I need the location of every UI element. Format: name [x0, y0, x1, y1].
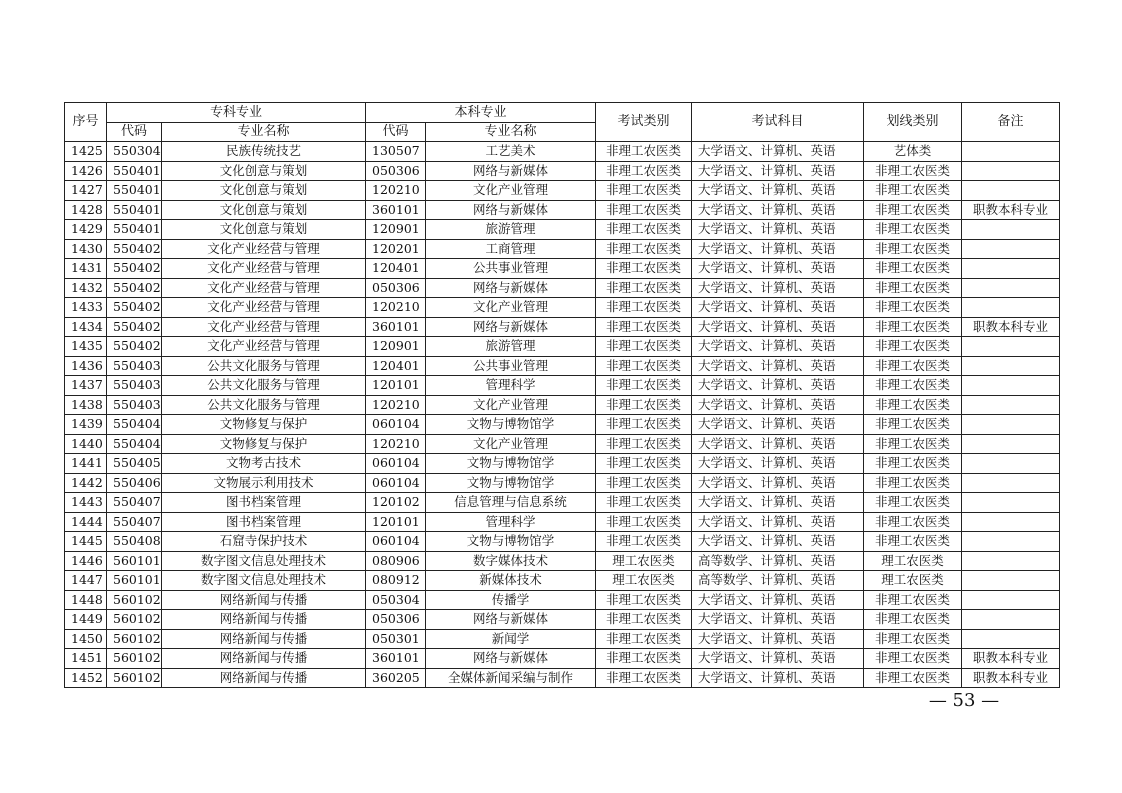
- cell-seq: 1430: [65, 239, 107, 259]
- cell-benke-name: 工艺美术: [426, 142, 596, 162]
- cell-remark: 职教本科专业: [962, 317, 1060, 337]
- cell-benke-code: 080912: [366, 571, 426, 591]
- cell-exam-type: 非理工农医类: [596, 473, 692, 493]
- cell-exam-type: 非理工农医类: [596, 629, 692, 649]
- header-zhuanke-name: 专业名称: [162, 123, 366, 142]
- cell-benke-name: 旅游管理: [426, 337, 596, 357]
- cell-seq: 1450: [65, 629, 107, 649]
- cell-benke-code: 120201: [366, 239, 426, 259]
- cell-remark: [962, 493, 1060, 513]
- cell-exam-subjects: 大学语文、计算机、英语: [692, 629, 864, 649]
- cell-zhuanke-name: 数字图文信息处理技术: [162, 571, 366, 591]
- cell-seq: 1426: [65, 161, 107, 181]
- cell-seq: 1438: [65, 395, 107, 415]
- cell-zhuanke-name: 文化创意与策划: [162, 161, 366, 181]
- cell-exam-type: 非理工农医类: [596, 649, 692, 669]
- cell-benke-name: 网络与新媒体: [426, 200, 596, 220]
- cell-line-type: 理工农医类: [864, 571, 962, 591]
- cell-exam-subjects: 大学语文、计算机、英语: [692, 454, 864, 474]
- cell-exam-type: 非理工农医类: [596, 434, 692, 454]
- cell-seq: 1444: [65, 512, 107, 532]
- table-row: [65, 356, 1060, 376]
- cell-zhuanke-name: 图书档案管理: [162, 493, 366, 513]
- cell-exam-subjects: 大学语文、计算机、英语: [692, 649, 864, 669]
- cell-exam-subjects: 大学语文、计算机、英语: [692, 395, 864, 415]
- table-row: [65, 551, 1060, 571]
- cell-zhuanke-name: 网络新闻与传播: [162, 590, 366, 610]
- table-row: [65, 317, 1060, 337]
- cell-zhuanke-name: 文物修复与保护: [162, 415, 366, 435]
- cell-benke-name: 网络与新媒体: [426, 610, 596, 630]
- cell-zhuanke-name: 文物展示利用技术: [162, 473, 366, 493]
- cell-line-type: 非理工农医类: [864, 668, 962, 688]
- cell-zhuanke-name: 网络新闻与传播: [162, 649, 366, 669]
- cell-seq: 1431: [65, 259, 107, 279]
- cell-line-type: 非理工农医类: [864, 278, 962, 298]
- cell-remark: [962, 337, 1060, 357]
- cell-seq: 1439: [65, 415, 107, 435]
- cell-zhuanke-code: 550401: [107, 161, 162, 181]
- cell-remark: [962, 142, 1060, 162]
- major-mapping-table: [64, 102, 1060, 688]
- cell-line-type: 非理工农医类: [864, 356, 962, 376]
- cell-remark: 职教本科专业: [962, 649, 1060, 669]
- cell-zhuanke-name: 网络新闻与传播: [162, 629, 366, 649]
- cell-zhuanke-name: 公共文化服务与管理: [162, 356, 366, 376]
- cell-benke-code: 120102: [366, 493, 426, 513]
- cell-remark: [962, 181, 1060, 201]
- cell-exam-subjects: 大学语文、计算机、英语: [692, 473, 864, 493]
- cell-remark: [962, 551, 1060, 571]
- cell-seq: 1445: [65, 532, 107, 552]
- cell-zhuanke-code: 560102: [107, 629, 162, 649]
- header-line-type: 划线类别: [864, 103, 962, 142]
- cell-remark: [962, 610, 1060, 630]
- cell-benke-code: 050306: [366, 610, 426, 630]
- cell-exam-subjects: 大学语文、计算机、英语: [692, 493, 864, 513]
- cell-benke-code: 360101: [366, 200, 426, 220]
- cell-exam-type: 非理工农医类: [596, 337, 692, 357]
- cell-line-type: 非理工农医类: [864, 181, 962, 201]
- cell-remark: 职教本科专业: [962, 200, 1060, 220]
- table-row: [65, 629, 1060, 649]
- cell-exam-type: 非理工农医类: [596, 220, 692, 240]
- cell-remark: [962, 473, 1060, 493]
- cell-seq: 1443: [65, 493, 107, 513]
- cell-exam-type: 非理工农医类: [596, 298, 692, 318]
- cell-exam-type: 非理工农医类: [596, 356, 692, 376]
- cell-exam-type: 非理工农医类: [596, 181, 692, 201]
- cell-zhuanke-code: 550404: [107, 434, 162, 454]
- cell-zhuanke-name: 文化创意与策划: [162, 181, 366, 201]
- cell-benke-code: 060104: [366, 415, 426, 435]
- cell-line-type: 非理工农医类: [864, 239, 962, 259]
- cell-seq: 1446: [65, 551, 107, 571]
- cell-exam-type: 非理工农医类: [596, 610, 692, 630]
- header-exam-subjects: 考试科目: [692, 103, 864, 142]
- cell-benke-code: 060104: [366, 454, 426, 474]
- cell-benke-code: 130507: [366, 142, 426, 162]
- cell-zhuanke-code: 550405: [107, 454, 162, 474]
- cell-exam-subjects: 大学语文、计算机、英语: [692, 610, 864, 630]
- cell-zhuanke-code: 550406: [107, 473, 162, 493]
- cell-benke-name: 新闻学: [426, 629, 596, 649]
- cell-remark: [962, 298, 1060, 318]
- cell-benke-code: 360101: [366, 317, 426, 337]
- cell-benke-code: 120901: [366, 337, 426, 357]
- cell-benke-code: 120210: [366, 298, 426, 318]
- cell-zhuanke-name: 民族传统技艺: [162, 142, 366, 162]
- cell-exam-type: 非理工农医类: [596, 239, 692, 259]
- cell-seq: 1434: [65, 317, 107, 337]
- cell-line-type: 非理工农医类: [864, 610, 962, 630]
- cell-exam-subjects: 大学语文、计算机、英语: [692, 181, 864, 201]
- cell-benke-name: 文物与博物馆学: [426, 454, 596, 474]
- cell-seq: 1427: [65, 181, 107, 201]
- cell-benke-name: 新媒体技术: [426, 571, 596, 591]
- cell-remark: [962, 434, 1060, 454]
- cell-seq: 1432: [65, 278, 107, 298]
- header-zhuanke: 专科专业: [107, 103, 366, 123]
- page-number: — 53 —: [928, 690, 1000, 711]
- cell-benke-code: 360101: [366, 649, 426, 669]
- cell-zhuanke-name: 文化产业经营与管理: [162, 337, 366, 357]
- cell-benke-name: 传播学: [426, 590, 596, 610]
- cell-line-type: 非理工农医类: [864, 512, 962, 532]
- cell-zhuanke-name: 文化产业经营与管理: [162, 317, 366, 337]
- cell-seq: 1429: [65, 220, 107, 240]
- cell-line-type: 非理工农医类: [864, 454, 962, 474]
- cell-zhuanke-code: 550402: [107, 298, 162, 318]
- cell-benke-name: 网络与新媒体: [426, 649, 596, 669]
- cell-exam-type: 非理工农医类: [596, 376, 692, 396]
- cell-exam-type: 非理工农医类: [596, 590, 692, 610]
- cell-exam-type: 理工农医类: [596, 551, 692, 571]
- cell-line-type: 非理工农医类: [864, 493, 962, 513]
- cell-line-type: 非理工农医类: [864, 473, 962, 493]
- cell-exam-subjects: 大学语文、计算机、英语: [692, 298, 864, 318]
- cell-seq: 1448: [65, 590, 107, 610]
- cell-exam-type: 非理工农医类: [596, 259, 692, 279]
- cell-line-type: 非理工农医类: [864, 259, 962, 279]
- table-row: [65, 512, 1060, 532]
- cell-benke-name: 文化产业管理: [426, 395, 596, 415]
- cell-exam-subjects: 高等数学、计算机、英语: [692, 551, 864, 571]
- cell-zhuanke-name: 文化产业经营与管理: [162, 278, 366, 298]
- cell-zhuanke-name: 数字图文信息处理技术: [162, 551, 366, 571]
- cell-zhuanke-name: 公共文化服务与管理: [162, 395, 366, 415]
- cell-zhuanke-name: 文化创意与策划: [162, 200, 366, 220]
- cell-zhuanke-code: 550402: [107, 337, 162, 357]
- cell-benke-name: 网络与新媒体: [426, 161, 596, 181]
- table-row: [65, 532, 1060, 552]
- cell-zhuanke-code: 550403: [107, 356, 162, 376]
- cell-zhuanke-name: 文物修复与保护: [162, 434, 366, 454]
- cell-exam-type: 非理工农医类: [596, 395, 692, 415]
- cell-seq: 1451: [65, 649, 107, 669]
- table-row: [65, 161, 1060, 181]
- cell-zhuanke-code: 550401: [107, 181, 162, 201]
- cell-zhuanke-name: 文化产业经营与管理: [162, 298, 366, 318]
- cell-benke-code: 120401: [366, 356, 426, 376]
- cell-exam-subjects: 大学语文、计算机、英语: [692, 220, 864, 240]
- cell-benke-name: 管理科学: [426, 512, 596, 532]
- cell-exam-type: 非理工农医类: [596, 532, 692, 552]
- cell-exam-subjects: 大学语文、计算机、英语: [692, 259, 864, 279]
- cell-exam-type: 非理工农医类: [596, 454, 692, 474]
- cell-benke-name: 数字媒体技术: [426, 551, 596, 571]
- cell-exam-type: 非理工农医类: [596, 512, 692, 532]
- cell-exam-type: 非理工农医类: [596, 415, 692, 435]
- table-row: [65, 181, 1060, 201]
- cell-line-type: 非理工农医类: [864, 220, 962, 240]
- cell-exam-subjects: 大学语文、计算机、英语: [692, 512, 864, 532]
- cell-zhuanke-name: 图书档案管理: [162, 512, 366, 532]
- cell-benke-code: 120901: [366, 220, 426, 240]
- cell-benke-code: 050306: [366, 278, 426, 298]
- cell-exam-type: 非理工农医类: [596, 668, 692, 688]
- cell-zhuanke-name: 石窟寺保护技术: [162, 532, 366, 552]
- cell-zhuanke-code: 550407: [107, 512, 162, 532]
- cell-zhuanke-code: 550402: [107, 278, 162, 298]
- cell-line-type: 非理工农医类: [864, 337, 962, 357]
- cell-zhuanke-name: 文化产业经营与管理: [162, 239, 366, 259]
- cell-remark: [962, 415, 1060, 435]
- table-row: [65, 454, 1060, 474]
- cell-remark: [962, 629, 1060, 649]
- cell-zhuanke-code: 550402: [107, 239, 162, 259]
- table-row: [65, 142, 1060, 162]
- cell-remark: [962, 239, 1060, 259]
- cell-benke-code: 050301: [366, 629, 426, 649]
- cell-remark: [962, 590, 1060, 610]
- cell-line-type: 理工农医类: [864, 551, 962, 571]
- cell-seq: 1449: [65, 610, 107, 630]
- cell-zhuanke-code: 550401: [107, 200, 162, 220]
- cell-benke-name: 公共事业管理: [426, 356, 596, 376]
- cell-remark: [962, 571, 1060, 591]
- cell-exam-type: 非理工农医类: [596, 493, 692, 513]
- cell-seq: 1425: [65, 142, 107, 162]
- cell-benke-name: 信息管理与信息系统: [426, 493, 596, 513]
- table-row: [65, 376, 1060, 396]
- cell-benke-name: 网络与新媒体: [426, 317, 596, 337]
- table-row: [65, 239, 1060, 259]
- cell-zhuanke-name: 文化创意与策划: [162, 220, 366, 240]
- cell-benke-code: 060104: [366, 473, 426, 493]
- table-row: [65, 571, 1060, 591]
- cell-zhuanke-code: 550402: [107, 317, 162, 337]
- cell-zhuanke-code: 550404: [107, 415, 162, 435]
- cell-exam-subjects: 大学语文、计算机、英语: [692, 239, 864, 259]
- cell-line-type: 非理工农医类: [864, 376, 962, 396]
- cell-zhuanke-code: 550402: [107, 259, 162, 279]
- cell-benke-code: 120210: [366, 434, 426, 454]
- cell-line-type: 艺体类: [864, 142, 962, 162]
- cell-benke-code: 050304: [366, 590, 426, 610]
- cell-exam-type: 非理工农医类: [596, 317, 692, 337]
- cell-remark: [962, 395, 1060, 415]
- cell-exam-type: 非理工农医类: [596, 142, 692, 162]
- cell-seq: 1447: [65, 571, 107, 591]
- table-row: [65, 649, 1060, 669]
- cell-benke-name: 文物与博物馆学: [426, 532, 596, 552]
- table-row: [65, 337, 1060, 357]
- table-row: [65, 590, 1060, 610]
- cell-exam-type: 非理工农医类: [596, 161, 692, 181]
- cell-exam-subjects: 大学语文、计算机、英语: [692, 142, 864, 162]
- cell-remark: [962, 532, 1060, 552]
- cell-benke-name: 公共事业管理: [426, 259, 596, 279]
- cell-remark: [962, 356, 1060, 376]
- cell-zhuanke-name: 文化产业经营与管理: [162, 259, 366, 279]
- cell-zhuanke-code: 550403: [107, 395, 162, 415]
- table-row: [65, 473, 1060, 493]
- cell-exam-type: 非理工农医类: [596, 278, 692, 298]
- cell-seq: 1436: [65, 356, 107, 376]
- cell-benke-name: 全媒体新闻采编与制作: [426, 668, 596, 688]
- cell-exam-subjects: 大学语文、计算机、英语: [692, 317, 864, 337]
- cell-exam-type: 理工农医类: [596, 571, 692, 591]
- cell-line-type: 非理工农医类: [864, 629, 962, 649]
- cell-zhuanke-name: 网络新闻与传播: [162, 610, 366, 630]
- cell-remark: 职教本科专业: [962, 668, 1060, 688]
- table-row: [65, 220, 1060, 240]
- cell-line-type: 非理工农医类: [864, 161, 962, 181]
- cell-benke-name: 文化产业管理: [426, 434, 596, 454]
- cell-line-type: 非理工农医类: [864, 434, 962, 454]
- table-row: [65, 668, 1060, 688]
- header-benke-code: 代码: [366, 123, 426, 142]
- table-row: [65, 298, 1060, 318]
- cell-zhuanke-code: 550401: [107, 220, 162, 240]
- cell-exam-subjects: 大学语文、计算机、英语: [692, 590, 864, 610]
- cell-benke-code: 120101: [366, 512, 426, 532]
- cell-benke-name: 文物与博物馆学: [426, 415, 596, 435]
- cell-benke-code: 050306: [366, 161, 426, 181]
- table-row: [65, 493, 1060, 513]
- cell-benke-name: 网络与新媒体: [426, 278, 596, 298]
- cell-exam-type: 非理工农医类: [596, 200, 692, 220]
- header-remark: 备注: [962, 103, 1060, 142]
- cell-line-type: 非理工农医类: [864, 415, 962, 435]
- cell-benke-name: 工商管理: [426, 239, 596, 259]
- cell-exam-subjects: 大学语文、计算机、英语: [692, 434, 864, 454]
- header-benke-name: 专业名称: [426, 123, 596, 142]
- cell-exam-subjects: 大学语文、计算机、英语: [692, 278, 864, 298]
- cell-remark: [962, 220, 1060, 240]
- cell-benke-name: 文物与博物馆学: [426, 473, 596, 493]
- cell-remark: [962, 512, 1060, 532]
- cell-benke-name: 文化产业管理: [426, 298, 596, 318]
- cell-exam-subjects: 大学语文、计算机、英语: [692, 337, 864, 357]
- cell-benke-name: 管理科学: [426, 376, 596, 396]
- cell-benke-code: 060104: [366, 532, 426, 552]
- table-header: [65, 103, 1060, 142]
- cell-zhuanke-code: 560101: [107, 551, 162, 571]
- cell-remark: [962, 454, 1060, 474]
- table-row: [65, 278, 1060, 298]
- table-row: [65, 200, 1060, 220]
- cell-zhuanke-code: 560102: [107, 590, 162, 610]
- cell-exam-subjects: 大学语文、计算机、英语: [692, 532, 864, 552]
- cell-benke-name: 文化产业管理: [426, 181, 596, 201]
- cell-line-type: 非理工农医类: [864, 532, 962, 552]
- cell-benke-code: 360205: [366, 668, 426, 688]
- cell-zhuanke-code: 550407: [107, 493, 162, 513]
- cell-remark: [962, 259, 1060, 279]
- cell-line-type: 非理工农医类: [864, 649, 962, 669]
- header-zhuanke-code: 代码: [107, 123, 162, 142]
- cell-benke-code: 080906: [366, 551, 426, 571]
- header-exam-type: 考试类别: [596, 103, 692, 142]
- cell-exam-subjects: 大学语文、计算机、英语: [692, 200, 864, 220]
- table-row: [65, 415, 1060, 435]
- cell-exam-subjects: 大学语文、计算机、英语: [692, 161, 864, 181]
- table-row: [65, 610, 1060, 630]
- cell-exam-subjects: 大学语文、计算机、英语: [692, 668, 864, 688]
- table-row: [65, 395, 1060, 415]
- cell-remark: [962, 376, 1060, 396]
- cell-seq: 1437: [65, 376, 107, 396]
- cell-benke-code: 120401: [366, 259, 426, 279]
- cell-remark: [962, 278, 1060, 298]
- cell-seq: 1435: [65, 337, 107, 357]
- cell-seq: 1440: [65, 434, 107, 454]
- header-seq: 序号: [65, 103, 107, 142]
- cell-zhuanke-name: 网络新闻与传播: [162, 668, 366, 688]
- cell-zhuanke-name: 公共文化服务与管理: [162, 376, 366, 396]
- cell-zhuanke-code: 560102: [107, 668, 162, 688]
- header-benke: 本科专业: [366, 103, 596, 123]
- cell-exam-subjects: 高等数学、计算机、英语: [692, 571, 864, 591]
- table-row: [65, 434, 1060, 454]
- cell-seq: 1452: [65, 668, 107, 688]
- cell-line-type: 非理工农医类: [864, 395, 962, 415]
- cell-zhuanke-code: 560102: [107, 649, 162, 669]
- table-row: [65, 259, 1060, 279]
- cell-seq: 1428: [65, 200, 107, 220]
- cell-seq: 1441: [65, 454, 107, 474]
- cell-zhuanke-code: 560102: [107, 610, 162, 630]
- cell-benke-code: 120101: [366, 376, 426, 396]
- cell-zhuanke-name: 文物考古技术: [162, 454, 366, 474]
- cell-benke-name: 旅游管理: [426, 220, 596, 240]
- cell-zhuanke-code: 550304: [107, 142, 162, 162]
- cell-remark: [962, 161, 1060, 181]
- cell-benke-code: 120210: [366, 181, 426, 201]
- cell-zhuanke-code: 550403: [107, 376, 162, 396]
- cell-line-type: 非理工农医类: [864, 200, 962, 220]
- cell-exam-subjects: 大学语文、计算机、英语: [692, 376, 864, 396]
- cell-exam-subjects: 大学语文、计算机、英语: [692, 356, 864, 376]
- cell-seq: 1442: [65, 473, 107, 493]
- cell-exam-subjects: 大学语文、计算机、英语: [692, 415, 864, 435]
- cell-zhuanke-code: 560101: [107, 571, 162, 591]
- cell-seq: 1433: [65, 298, 107, 318]
- table-body: [65, 142, 1060, 688]
- cell-zhuanke-code: 550408: [107, 532, 162, 552]
- cell-line-type: 非理工农医类: [864, 317, 962, 337]
- cell-benke-code: 120210: [366, 395, 426, 415]
- cell-line-type: 非理工农医类: [864, 298, 962, 318]
- cell-line-type: 非理工农医类: [864, 590, 962, 610]
